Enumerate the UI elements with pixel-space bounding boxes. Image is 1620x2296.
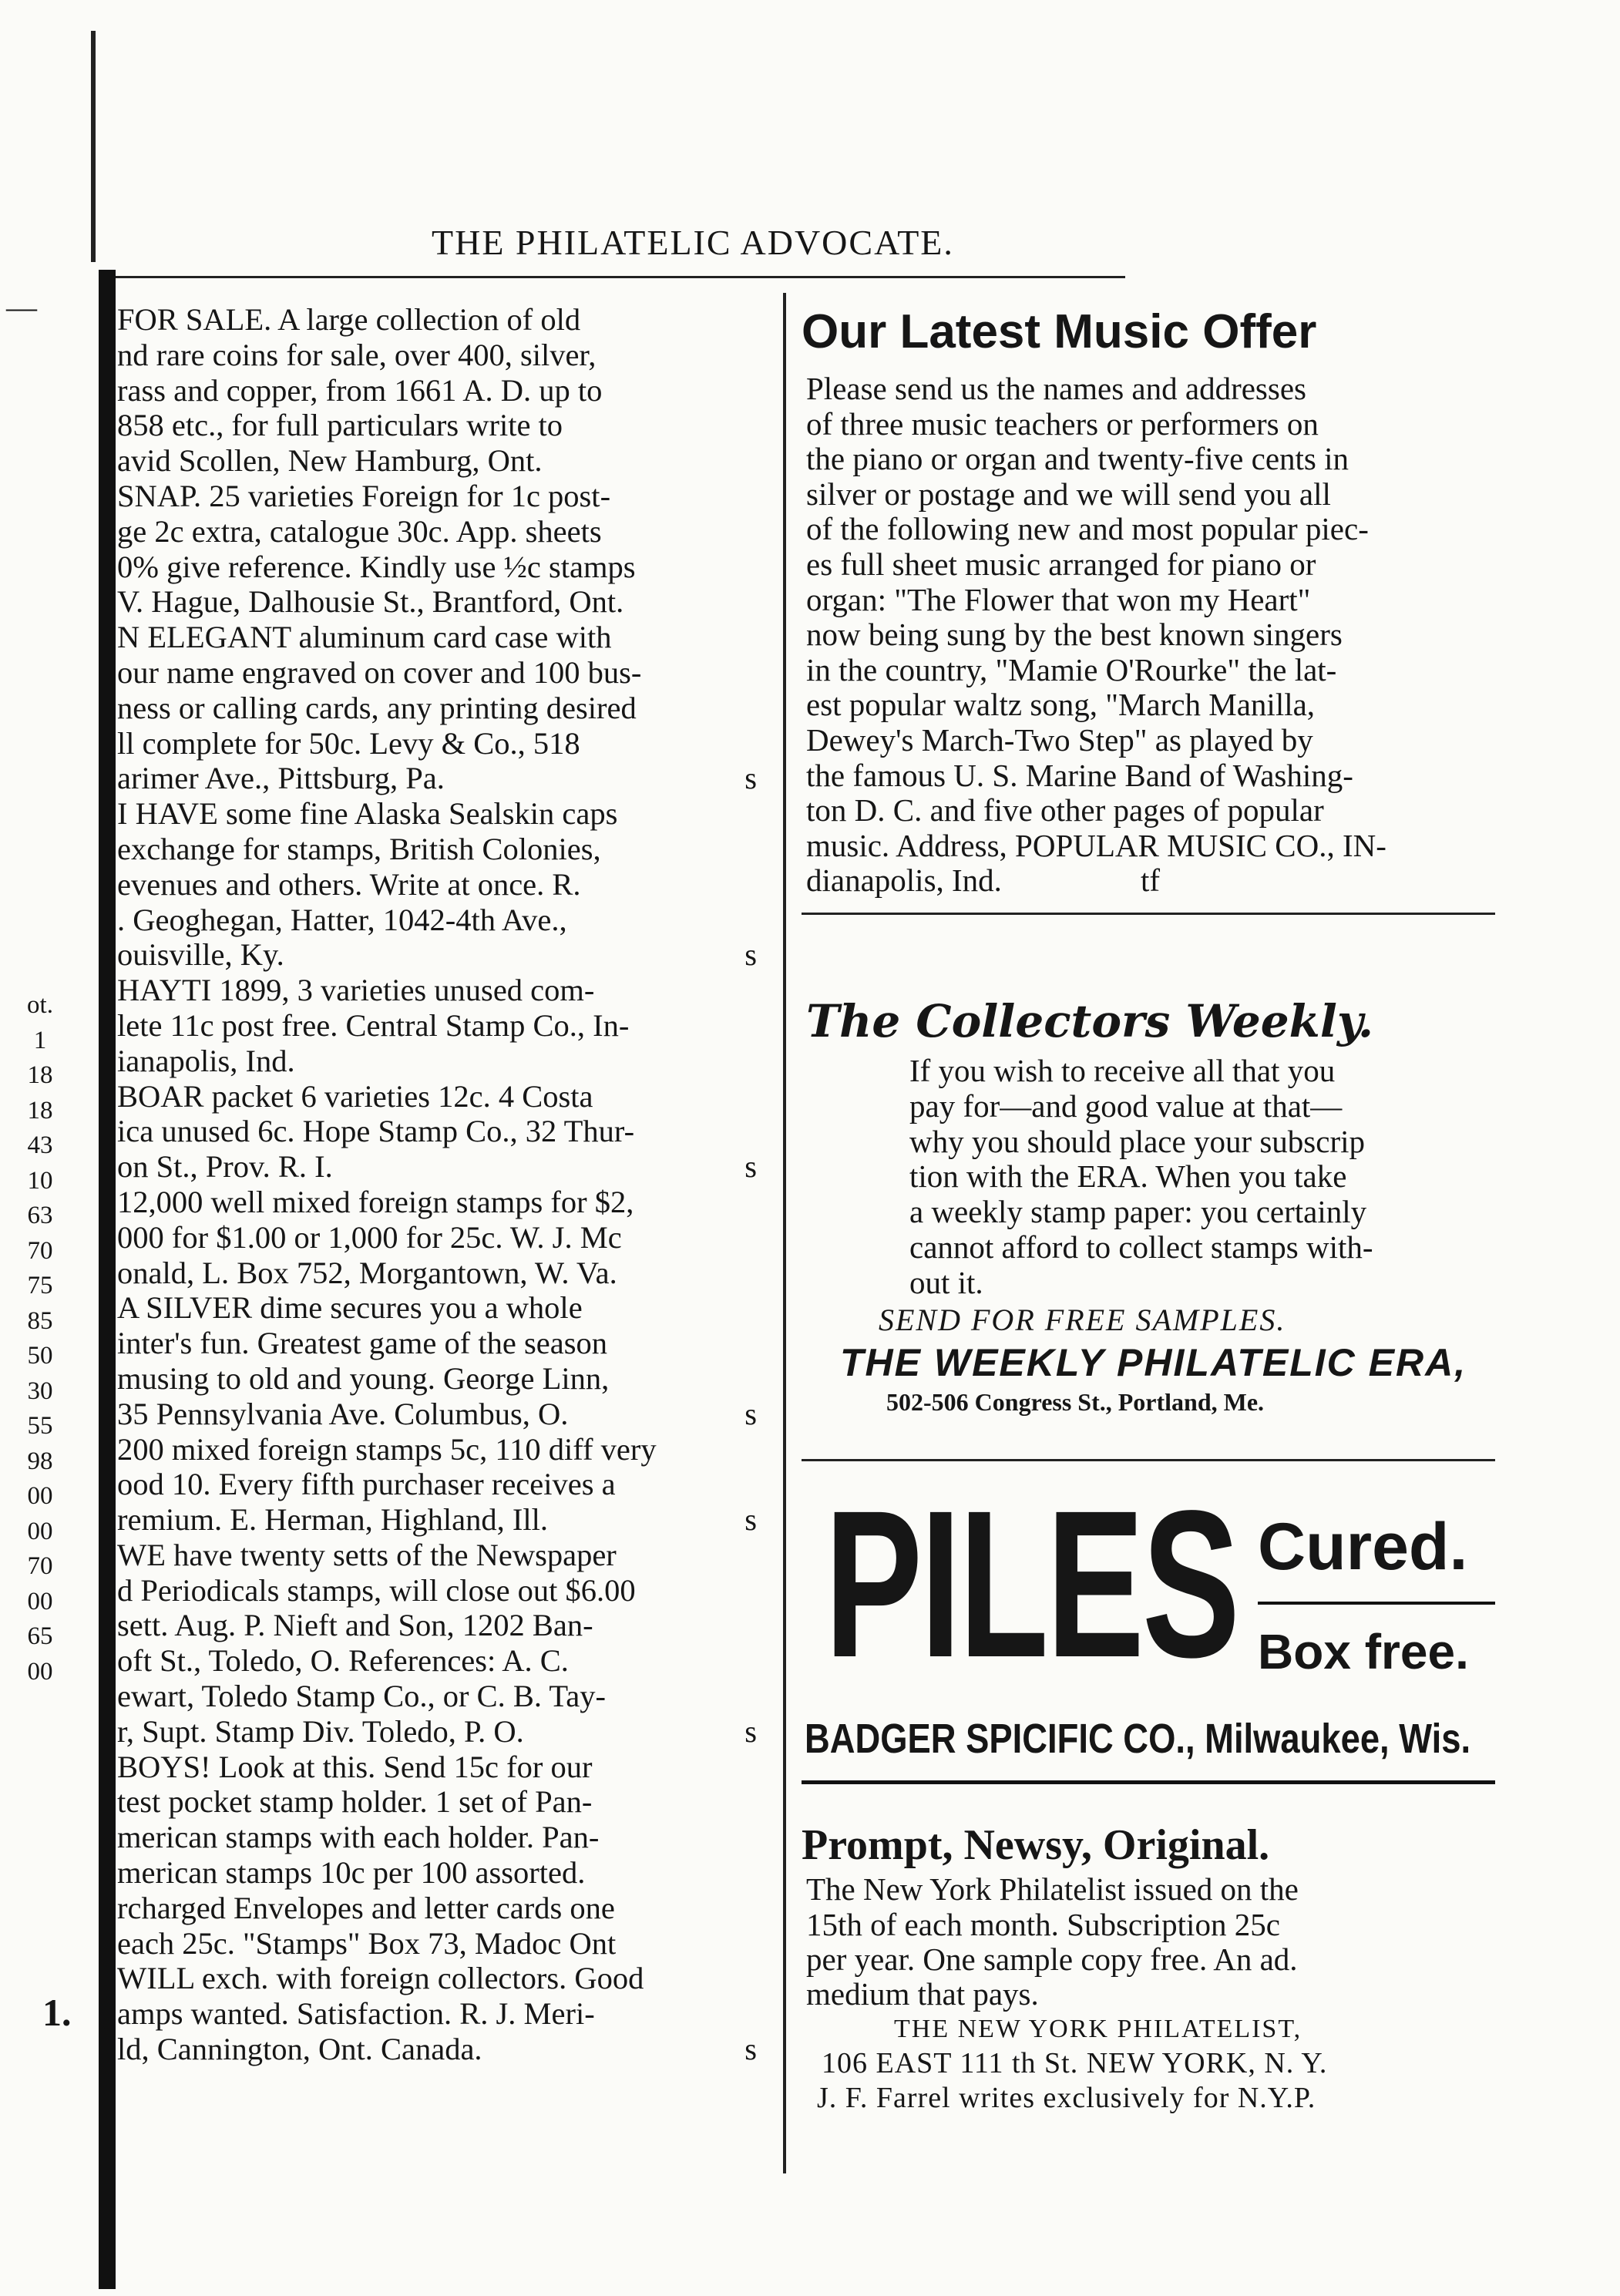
music-ad-line: organ: "The Flower that won my Heart" bbox=[806, 581, 1311, 617]
ny-ad-title: Prompt, Newsy, Original. bbox=[802, 1821, 1270, 1870]
music-ad-line: now being sung by the best known singers bbox=[806, 617, 1343, 653]
advertisement-column bbox=[802, 302, 1495, 2116]
ad-line: amps wanted. Satisfaction. R. J. Meri- bbox=[117, 1996, 595, 2032]
weekly-ad-line: cannot afford to collect stamps with- bbox=[909, 1229, 1373, 1265]
music-offer-ad bbox=[802, 302, 1495, 899]
ad-line: d Periodicals stamps, will close out $6.00 bbox=[117, 1572, 636, 1608]
weekly-ad-line: why you should place your subscrip bbox=[909, 1123, 1365, 1159]
weekly-ad-line: a weekly stamp paper: you certainly bbox=[909, 1194, 1367, 1230]
ny-ad-line: medium that pays. bbox=[806, 1976, 1039, 2012]
margin-number: 00 bbox=[27, 1482, 53, 1510]
ad-line: V. Hague, Dalhousie St., Brantford, Ont. bbox=[117, 584, 624, 620]
weekly-ad-title: The Collectors Weekly. bbox=[806, 994, 1374, 1047]
margin-number: 55 bbox=[27, 1412, 53, 1440]
margin-number: 70 bbox=[27, 1236, 53, 1265]
music-ad-line: Please send us the names and addresses bbox=[806, 371, 1306, 406]
margin-number: 70 bbox=[27, 1552, 53, 1580]
margin-big-number: 1. bbox=[42, 1991, 72, 2034]
classified-ad bbox=[117, 1961, 757, 2066]
piles-cured-label: Cured. bbox=[1258, 1510, 1468, 1585]
ad-line: 200 mixed foreign stamps 5c, 110 diff very bbox=[117, 1431, 657, 1467]
classified-ad bbox=[117, 620, 757, 796]
margin-number: 85 bbox=[27, 1306, 53, 1335]
ad-line: ness or calling cards, any printing desired bbox=[117, 690, 637, 725]
music-ad-body bbox=[806, 371, 1495, 899]
ad-line: . Geoghegan, Hatter, 1042-4th Ave., bbox=[117, 902, 567, 937]
section-rule bbox=[802, 1459, 1495, 1461]
ad-line: exchange for stamps, British Colonies, bbox=[117, 831, 601, 866]
ad-line: arimer Ave., Pittsburg, Pa. s bbox=[117, 761, 757, 796]
ad-line: r, Supt. Stamp Div. Toledo, P. O. s bbox=[117, 1713, 757, 1749]
ad-line: musing to old and young. George Linn, bbox=[117, 1360, 610, 1396]
ad-line: SNAP. 25 varieties Foreign for 1c post- bbox=[117, 478, 611, 513]
ad-line: nd rare coins for sale, over 400, silver, bbox=[117, 337, 597, 372]
classified-ad bbox=[117, 1432, 757, 1538]
piles-ad bbox=[802, 1467, 1495, 1763]
ad-line: A SILVER dime secures you a whole bbox=[117, 1290, 583, 1326]
classified-ad bbox=[117, 1538, 757, 1750]
ad-line: ood 10. Every fifth purchaser receives a bbox=[117, 1467, 616, 1502]
ad-line: ge 2c extra, catalogue 30c. App. sheets bbox=[117, 513, 602, 549]
ad-line: 000 for $1.00 or 1,000 for 25c. W. J. Mc bbox=[117, 1219, 622, 1255]
ad-line: ewart, Toledo Stamp Co., or C. B. Tay- bbox=[117, 1679, 607, 1714]
ad-line: test pocket stamp holder. 1 set of Pan- bbox=[117, 1784, 593, 1820]
ad-line: ianapolis, Ind. bbox=[117, 1043, 295, 1078]
ad-code: s bbox=[744, 937, 757, 973]
music-ad-line: Dewey's March-Two Step" as played by bbox=[806, 721, 1313, 758]
ad-line: our name engraved on cover and 100 bus- bbox=[117, 654, 642, 690]
classified-ad bbox=[117, 302, 757, 479]
classified-ad bbox=[117, 1290, 757, 1431]
margin-number: 00 bbox=[27, 1657, 53, 1686]
ad-line: evenues and others. Write at once. R. bbox=[117, 866, 581, 902]
margin-number: 98 bbox=[27, 1447, 53, 1475]
margin-number: 63 bbox=[27, 1202, 53, 1229]
classified-ad bbox=[117, 1750, 757, 1962]
ad-line: 858 etc., for full particulars write to bbox=[117, 408, 563, 443]
weekly-era-name: THE WEEKLY PHILATELIC ERA, bbox=[840, 1341, 1467, 1385]
scan-edge-mark bbox=[91, 31, 96, 262]
ny-ad-line: 15th of each month. Subscription 25c bbox=[806, 1906, 1280, 1942]
ad-code: s bbox=[744, 1713, 757, 1749]
music-ad-title: Our Latest Music Offer bbox=[802, 305, 1317, 358]
ad-line: WE have twenty setts of the Newspaper bbox=[117, 1537, 617, 1572]
music-ad-line: dianapolis, Ind. tf bbox=[806, 862, 1160, 899]
ad-code: s bbox=[744, 1396, 757, 1431]
margin-number: 30 bbox=[27, 1377, 53, 1405]
binding-edge-bar bbox=[99, 270, 116, 2289]
weekly-ad-line: out it. bbox=[909, 1264, 983, 1300]
music-ad-line: es full sheet music arranged for piano or bbox=[806, 546, 1316, 582]
ad-line: inter's fun. Greatest game of the season bbox=[117, 1326, 607, 1361]
weekly-era-address: 502-506 Congress St., Portland, Me. bbox=[886, 1388, 1265, 1417]
classified-ad bbox=[117, 796, 757, 973]
ad-code: s bbox=[744, 1149, 757, 1185]
music-ad-line: silver or postage and we will send you all bbox=[806, 476, 1331, 512]
ad-line: 12,000 well mixed foreign stamps for $2, bbox=[117, 1184, 634, 1219]
music-ad-line: the piano or organ and twenty-five cents in bbox=[806, 441, 1349, 477]
music-ad-line: of the following new and most popular piec- bbox=[806, 511, 1369, 547]
margin-number: 00 bbox=[27, 1517, 53, 1545]
ad-line: BOAR packet 6 varieties 12c. 4 Costa bbox=[117, 1078, 593, 1114]
weekly-send-line: SEND FOR FREE SAMPLES. bbox=[879, 1303, 1286, 1338]
ny-ad-line: per year. One sample copy free. An ad. bbox=[806, 1941, 1298, 1977]
ad-line: FOR SALE. A large collection of old bbox=[117, 302, 581, 337]
piles-headline: PILES bbox=[825, 1467, 1239, 1702]
ad-code: s bbox=[744, 2032, 757, 2067]
music-ad-line: est popular waltz song, "March Manilla, bbox=[806, 687, 1316, 723]
ad-line: 35 Pennsylvania Ave. Columbus, O. s bbox=[117, 1396, 757, 1431]
ad-line: BOYS! Look at this. Send 15c for our bbox=[117, 1749, 593, 1784]
classified-ad bbox=[117, 1185, 757, 1290]
classified-column bbox=[117, 302, 757, 2067]
music-ad-line: of three music teachers or performers on bbox=[806, 405, 1319, 442]
ad-line: ll complete for 50c. Levy & Co., 518 bbox=[117, 725, 580, 761]
margin-number: ot. bbox=[27, 991, 53, 1019]
margin-number: 10 bbox=[27, 1166, 53, 1195]
piles-box-label: Box free. bbox=[1258, 1624, 1469, 1680]
section-rule bbox=[802, 1780, 1495, 1784]
header-rule bbox=[116, 276, 1125, 278]
piles-company: BADGER SPICIFIC CO., Milwaukee, Wis. bbox=[805, 1716, 1471, 1763]
section-rule bbox=[802, 913, 1495, 915]
ad-line: 0% give reference. Kindly use ½c stamps bbox=[117, 549, 636, 584]
music-ad-code: tf bbox=[1140, 862, 1160, 899]
ad-line: sett. Aug. P. Nieft and Son, 1202 Ban- bbox=[117, 1608, 593, 1643]
ad-line: lete 11c post free. Central Stamp Co., In- bbox=[117, 1007, 630, 1043]
margin-number: 18 bbox=[27, 1096, 53, 1124]
page-title: THE PHILATELIC ADVOCATE. bbox=[432, 223, 954, 262]
ad-line: on St., Prov. R. I. s bbox=[117, 1149, 757, 1185]
weekly-ad-line: pay for—and good value at that— bbox=[909, 1087, 1343, 1124]
ad-code: s bbox=[744, 1502, 757, 1538]
piles-rule bbox=[1258, 1602, 1495, 1605]
music-ad-line: ton D. C. and five other pages of popular bbox=[806, 792, 1324, 829]
weekly-ad-body bbox=[909, 1054, 1495, 1301]
weekly-ad-line: tion with the ERA. When you take bbox=[909, 1158, 1347, 1195]
margin-number: 75 bbox=[27, 1272, 53, 1299]
ad-line: I HAVE some fine Alaska Sealskin caps bbox=[117, 796, 618, 832]
ny-ad-line: The New York Philatelist issued on the bbox=[806, 1871, 1299, 1908]
music-ad-line: music. Address, POPULAR MUSIC CO., IN- bbox=[806, 827, 1386, 863]
collectors-weekly-ad bbox=[802, 995, 1495, 1420]
new-york-philatelist-ad bbox=[802, 1818, 1495, 2116]
ad-line: WILL exch. with foreign collectors. Good bbox=[117, 1961, 644, 1996]
margin-number: 65 bbox=[27, 1622, 53, 1650]
ny-ad-body bbox=[806, 1872, 1495, 2012]
music-ad-line: the famous U. S. Marine Band of Washing- bbox=[806, 757, 1353, 793]
column-divider bbox=[783, 293, 786, 2173]
ad-line: ld, Cannington, Ont. Canada. s bbox=[117, 2032, 757, 2067]
classified-ad bbox=[117, 479, 757, 620]
ad-line: N ELEGANT aluminum card case with bbox=[117, 620, 612, 655]
margin-numbers bbox=[17, 988, 63, 1689]
ny-address: 106 EAST 111 th St. NEW YORK, N. Y. bbox=[822, 2047, 1328, 2080]
margin-number: 1 bbox=[33, 1026, 47, 1054]
margin-number: 18 bbox=[27, 1061, 53, 1089]
ad-line: merican stamps 10c per 100 assorted. bbox=[117, 1855, 586, 1891]
ad-line: merican stamps with each holder. Pan- bbox=[117, 1820, 600, 1855]
ad-line: onald, L. Box 752, Morgantown, W. Va. bbox=[117, 1255, 617, 1290]
ad-line: remium. E. Herman, Highland, Ill. s bbox=[117, 1502, 757, 1538]
ad-line: rcharged Envelopes and letter cards one bbox=[117, 1890, 615, 1925]
margin-number: 50 bbox=[27, 1342, 53, 1370]
ad-line: ouisville, Ky. s bbox=[117, 937, 757, 973]
ad-line: ica unused 6c. Hope Stamp Co., 32 Thur- bbox=[117, 1114, 635, 1149]
weekly-ad-line: If you wish to receive all that you bbox=[909, 1052, 1336, 1088]
classified-ad bbox=[117, 973, 757, 1078]
ad-line: rass and copper, from 1661 A. D. up to bbox=[117, 372, 603, 408]
ad-line: HAYTI 1899, 3 varieties unused com- bbox=[117, 973, 595, 1008]
ad-line: oft St., Toledo, O. References: A. C. bbox=[117, 1643, 569, 1679]
margin-number: 43 bbox=[27, 1131, 53, 1159]
ad-code: s bbox=[744, 761, 757, 796]
music-ad-line: in the country, "Mamie O'Rourke" the lat- bbox=[806, 651, 1337, 687]
classified-ad bbox=[117, 1079, 757, 1185]
ny-writer: J. F. Farrel writes exclusively for N.Y.P. bbox=[817, 2082, 1316, 2115]
ny-publisher: THE NEW YORK PHILATELIST, bbox=[894, 2015, 1302, 2044]
margin-number: 00 bbox=[27, 1587, 53, 1615]
ad-line: each 25c. "Stamps" Box 73, Madoc Ont bbox=[117, 1925, 617, 1961]
ad-line: avid Scollen, New Hamburg, Ont. bbox=[117, 443, 543, 479]
margin-dash: — bbox=[6, 290, 37, 324]
